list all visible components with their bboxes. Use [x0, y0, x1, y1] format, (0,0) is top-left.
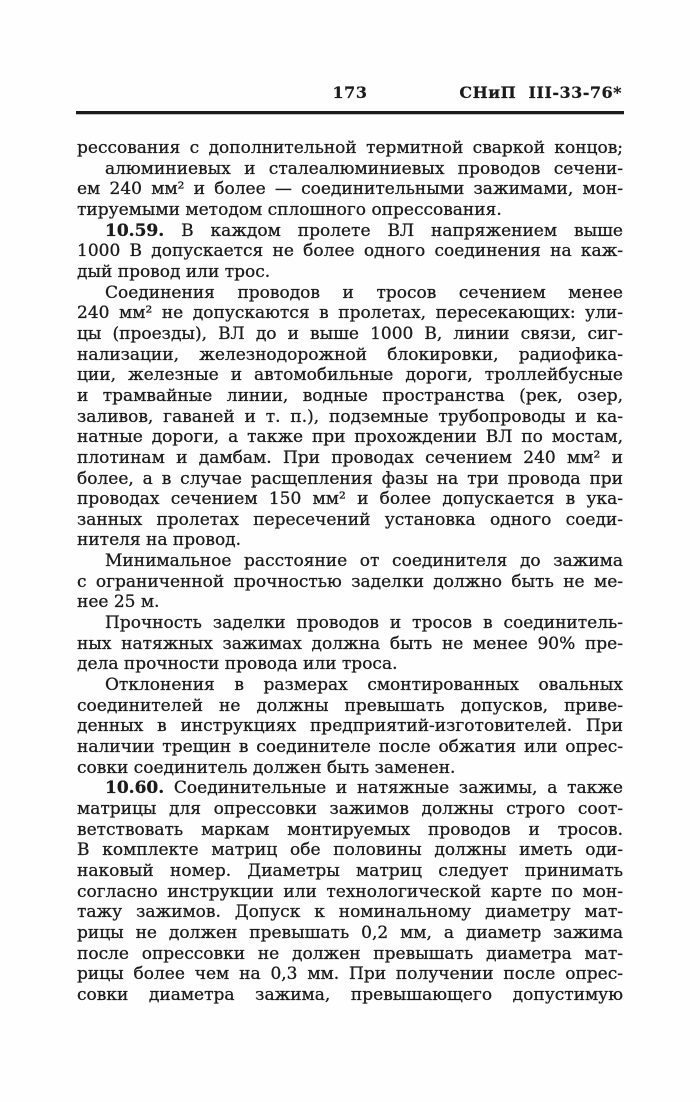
document-code: СНиП III-33-76*	[459, 83, 622, 102]
clause-number: 10.59.	[105, 220, 165, 241]
text-line: 240 мм² не допускаются в пролетах, пересекающих: ули-	[77, 303, 623, 324]
text-line: Соединения проводов и тросов сечением менее	[105, 282, 623, 303]
text-line: занных пролетах пересечений установка одного соеди-	[77, 509, 623, 530]
text-line: натные дороги, а также при прохождении ВЛ по мостам,	[77, 427, 623, 448]
text-line: Прочность заделки проводов и тросов в соединитель-	[105, 613, 623, 634]
text-line: совки диаметра зажима, превышающего допустимую	[77, 984, 623, 1005]
text-line: ции, железные и автомобильные дороги, троллейбусные	[77, 365, 623, 386]
text-line: более, а в случае расщепления фазы на три провода при	[77, 468, 623, 489]
text-line: цы (проезды), ВЛ до и выше 1000 В, линии связи, сиг-	[77, 323, 623, 344]
text-line: ных натяжных зажимах должна быть не менее 90% пре-	[77, 633, 623, 654]
text-line: рессования с дополнительной термитной сваркой концов;	[77, 138, 623, 158]
text-line: Минимальное расстояние от соединителя до зажима	[105, 551, 623, 572]
text-line: дый провод или трос.	[77, 261, 271, 282]
page-number: 173	[332, 83, 368, 102]
text-line: наличии трещин в соединителе после обжатия или опрес-	[77, 737, 623, 758]
text-line: заливов, гаваней и т. п.), подземные трубопроводы и ка-	[77, 406, 623, 427]
text-line: 10.59. В каждом пролете ВЛ напряжением выше	[105, 220, 623, 241]
text-line: дела прочности провода или троса.	[77, 654, 398, 675]
text-line: рицы более чем на 0,3 мм. При получении после опрес-	[77, 964, 623, 985]
text-line: Отклонения в размерах смонтированных овальных	[105, 675, 623, 696]
text-line: ветствовать маркам монтируемых проводов и тросов.	[77, 819, 623, 840]
text-line: денных в инструкциях предприятий-изготовителей. При	[77, 716, 623, 737]
text-line: наковый номер. Диаметры матриц следует принимать	[77, 860, 623, 881]
text-line: В комплекте матриц обе половины должны иметь оди-	[77, 840, 623, 861]
clause-number: 10.60.	[105, 778, 165, 799]
text-line: проводах сечением 150 мм² и более допускается в ука-	[77, 489, 623, 510]
text-line: тируемыми методом сплошного опрессования.	[77, 199, 502, 220]
text-line: алюминиевых и сталеалюминиевых проводов сечени-	[105, 158, 623, 179]
text-line: рицы не должен превышать 0,2 мм, а диаметр зажима	[77, 922, 623, 943]
text-line: 1000 В допускается не более одного соединения на каж-	[77, 241, 623, 262]
text-line: 10.60. Соединительные и натяжные зажимы, а также	[105, 778, 623, 799]
text-line: совки соединитель должен быть заменен.	[77, 757, 456, 778]
header-rule	[76, 111, 624, 114]
text-line: ем 240 мм² и более — соединительными зажимами, мон-	[77, 179, 623, 200]
text-line: нализации, железнодорожной блокировки, радиофика-	[77, 344, 623, 365]
text-line: согласно инструкции или технологической карте по мон-	[77, 881, 623, 902]
text-line: нителя на провод.	[77, 530, 242, 551]
text-line: с ограниченной прочностью заделки должно быть не ме-	[77, 571, 623, 592]
text-line: соединителей не должны превышать допусков, приве-	[77, 695, 623, 716]
text-line: тажу зажимов. Допуск к номинальному диаметру мат-	[77, 902, 623, 923]
text-line: матрицы для опрессовки зажимов должны строго соот-	[77, 799, 623, 819]
text-line: и трамвайные линии, водные пространства (рек, озер,	[77, 385, 623, 406]
body-text	[77, 138, 623, 1006]
text-line: после опрессовки не должен превышать диаметра мат-	[77, 943, 623, 964]
text-line: нее 25 м.	[77, 592, 160, 613]
text-line: плотинам и дамбам. При проводах сечением 240 мм² и	[77, 447, 623, 468]
